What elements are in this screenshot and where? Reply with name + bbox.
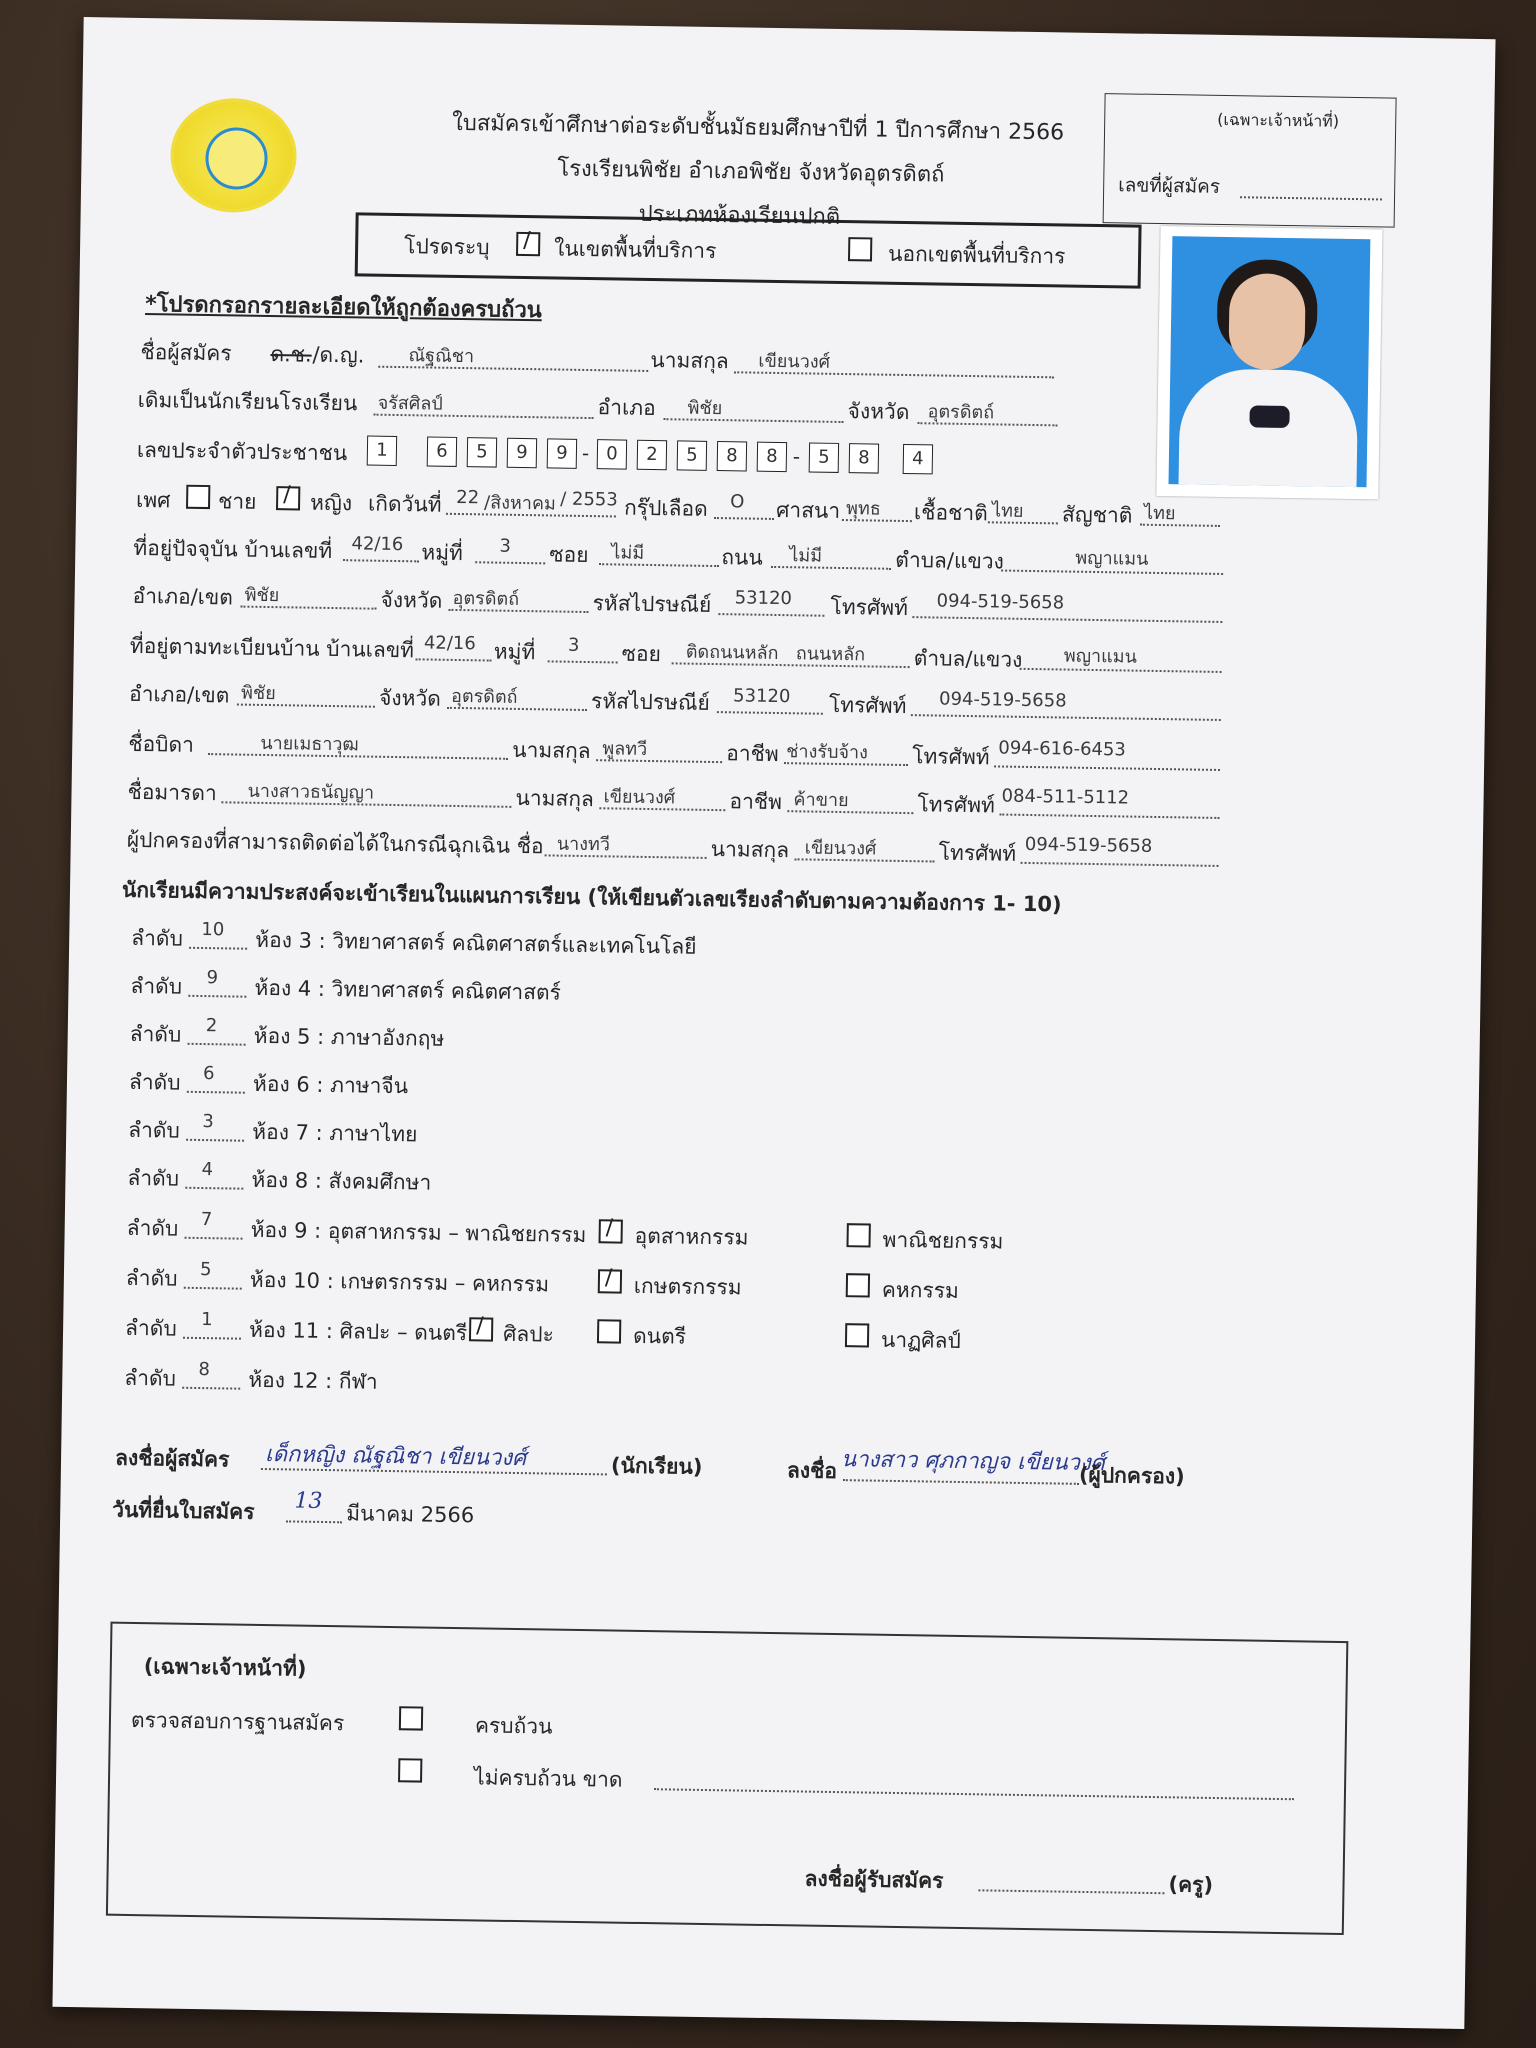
nationality-value: ไทย — [1143, 502, 1176, 525]
id-digit[interactable]: 4 — [903, 444, 933, 474]
registered-subdistrict-value: พญาแมน — [1063, 645, 1138, 668]
art-label: ศิลปะ — [502, 1321, 555, 1347]
current-district-value: พิชัย — [244, 584, 280, 607]
receiver-role: (ครู) — [1168, 1872, 1214, 1898]
photo-bow — [1249, 405, 1289, 428]
registered-moo-value: 3 — [567, 634, 580, 656]
rank-label: ลำดับ — [129, 1021, 182, 1047]
current-subdistrict-value: พญาแมน — [1075, 547, 1149, 570]
birth-month: /สิงหาคม — [483, 492, 557, 515]
prev-school-value: จรัสศิลป์ — [377, 392, 443, 415]
title-kept: /ด.ญ. — [312, 342, 365, 368]
current-house-value: 42/16 — [351, 533, 404, 556]
complete-label: ครบถ้วน — [474, 1713, 553, 1739]
registered-moo-label: หมู่ที่ — [493, 639, 536, 665]
registered-soi-value: ติดถนนหลัก — [685, 641, 779, 665]
prev-school-label: เดิมเป็นนักเรียนโรงเรียน — [137, 387, 358, 416]
father-surname-value: พูลทวี — [602, 738, 648, 760]
incomplete-checkbox[interactable] — [398, 1758, 422, 1782]
rank-field[interactable] — [185, 1237, 243, 1240]
inside-area-checkbox[interactable] — [516, 232, 540, 256]
id-separator: - — [581, 440, 590, 466]
mother-job-value: ค้าขาย — [793, 789, 849, 812]
industry-checkbox[interactable] — [599, 1219, 623, 1243]
father-phone-field[interactable] — [994, 765, 1220, 771]
rank-value: 9 — [206, 967, 219, 989]
room-label: ห้อง 9 : อุตสาหกรรม – พาณิชยกรรม — [250, 1217, 587, 1248]
check-label: ตรวจสอบการฐานสมัคร — [130, 1707, 345, 1736]
id-digit[interactable]: 0 — [597, 439, 627, 469]
id-digit[interactable]: 9 — [507, 438, 537, 468]
registered-phone-field[interactable] — [911, 714, 1221, 721]
rank-value: 8 — [198, 1359, 211, 1381]
guardian-surname-value: เขียนวงศ์ — [804, 837, 877, 860]
commerce-checkbox[interactable] — [846, 1223, 870, 1247]
room-label: ห้อง 4 : วิทยาศาสตร์ คณิตศาสตร์ — [254, 975, 562, 1005]
current-address-label: ที่อยู่ปัจจุบัน บ้านเลขที่ — [133, 535, 333, 564]
id-digit[interactable]: 5 — [467, 437, 497, 467]
incomplete-label: ไม่ครบถ้วน ขาด — [473, 1765, 623, 1792]
registered-road-value: ถนนหลัก — [795, 643, 866, 666]
birth-year: / 2553 — [560, 488, 618, 511]
father-phone-label: โทรศัพท์ — [912, 744, 990, 770]
registered-phone-label: โทรศัพท์ — [828, 692, 907, 719]
receiver-sign-label: ลงชื่อผู้รับสมัคร — [804, 1866, 944, 1893]
mother-phone-field[interactable] — [999, 814, 1219, 819]
title-struck: ด.ช. — [270, 342, 312, 367]
female-checkbox[interactable] — [276, 486, 300, 510]
rank-value: 10 — [201, 918, 225, 941]
male-checkbox[interactable] — [186, 485, 210, 509]
rank-label: ลำดับ — [124, 1315, 177, 1341]
office-number-box — [1103, 93, 1397, 228]
registered-soi-label: ซอย — [621, 641, 662, 667]
surname-label: นามสกุล — [650, 347, 729, 374]
current-phone-value: 094-519-5658 — [936, 590, 1065, 614]
parent-signature: นางสาว ศุภกาญจ เขียนวงศ์ — [840, 1447, 1105, 1477]
rank-label: ลำดับ — [131, 925, 184, 951]
religion-label: ศาสนา — [775, 497, 841, 523]
applicant-no-field[interactable] — [1240, 196, 1382, 200]
registered-postcode-label: รหัสไปรษณีย์ — [590, 689, 710, 715]
receiver-sign-field[interactable] — [978, 1889, 1164, 1894]
id-digit[interactable]: 9 — [547, 438, 577, 468]
music-label: ดนตรี — [632, 1323, 687, 1349]
photo-face — [1228, 273, 1305, 370]
surname-value: เขียนวงศ์ — [758, 350, 831, 373]
commerce-label: พาณิชยกรรม — [882, 1227, 1004, 1254]
mother-label: ชื่อมารดา — [127, 779, 217, 806]
id-digit[interactable]: 6 — [427, 436, 457, 466]
rank-label: ลำดับ — [128, 1069, 181, 1095]
applicant-sign-label: ลงชื่อผู้สมัคร — [114, 1445, 230, 1472]
id-digit[interactable]: 8 — [757, 442, 787, 472]
registered-province-value: อุตรดิตถ์ — [450, 685, 518, 708]
complete-checkbox[interactable] — [399, 1706, 423, 1730]
name-label: ชื่อผู้สมัคร — [140, 339, 232, 366]
registered-postcode-value: 53120 — [732, 685, 791, 708]
home-econ-label: คหกรรม — [881, 1277, 960, 1303]
area-label: โปรดระบุ — [403, 234, 490, 260]
room-label: ห้อง 5 : ภาษาอังกฤษ — [253, 1023, 445, 1051]
female-label: หญิง — [309, 490, 353, 516]
current-house-field[interactable] — [343, 559, 419, 562]
mother-name-value: นางสาวธนัญญา — [247, 780, 375, 804]
applicant-no-label: เลขที่ผู้สมัคร — [1118, 174, 1221, 198]
room-label: ห้อง 3 : วิทยาศาสตร์ คณิตศาสตร์และเทคโนโลยี — [255, 927, 697, 959]
plan-heading: นักเรียนมีความประสงค์จะเข้าเรียนในแผนการเรียน (ให้เขียนตัวเลขเรียงลำดับตามความต้องการ 1- 10) — [121, 877, 1062, 917]
current-soi-label: ซอย — [549, 542, 589, 568]
current-subdistrict-label: ตำบล/แขวง — [895, 547, 1005, 574]
rank-label: ลำดับ — [125, 1265, 178, 1291]
current-postcode-field[interactable] — [718, 613, 824, 617]
blood-field[interactable] — [714, 517, 774, 520]
rank-value: 7 — [200, 1209, 213, 1231]
father-job-label: อาชีพ — [726, 741, 779, 767]
rank-value: 2 — [205, 1015, 218, 1037]
current-soi-value: ไม่มี — [611, 542, 645, 564]
current-phone-label: โทรศัพท์ — [830, 594, 909, 621]
current-province-value: อุตรดิตถ์ — [452, 587, 520, 610]
religion-value: พุทธ — [845, 498, 881, 520]
father-name-value: นายเมธาวุฒ — [260, 732, 359, 756]
date-rest: มีนาคม 2566 — [346, 1501, 475, 1528]
current-district-label: อำเภอ/เขต — [132, 583, 234, 610]
father-label: ชื่อบิดา — [128, 731, 195, 757]
service-area-frame — [355, 212, 1142, 288]
guardian-name-value: นางทวี — [556, 833, 611, 856]
outside-area-label: นอกเขตพื้นที่บริการ — [887, 241, 1066, 269]
current-phone-field[interactable] — [912, 616, 1222, 623]
office-section-title: (เฉพาะเจ้าหน้าที่) — [143, 1654, 307, 1681]
ethnicity-label: เชื้อชาติ — [913, 500, 988, 526]
form-title: ใบสมัครเข้าศึกษาต่อระดับชั้นมัธยมศึกษาปีที่ 1 ปีการศึกษา 2566 — [451, 110, 1065, 146]
current-province-label: จังหวัด — [380, 587, 443, 613]
rank-field[interactable] — [187, 1091, 245, 1094]
id-digit[interactable]: 8 — [717, 441, 747, 471]
rank-label: ลำดับ — [128, 1117, 181, 1143]
ethnicity-value: ไทย — [991, 500, 1024, 522]
prev-province-value: อุตรดิตถ์ — [927, 401, 995, 424]
applicant-role: (นักเรียน) — [610, 1453, 703, 1479]
nationality-label: สัญชาติ — [1061, 502, 1133, 528]
rank-field[interactable] — [186, 1139, 244, 1142]
male-label: ชาย — [217, 489, 257, 514]
office-section — [106, 1622, 1348, 1935]
date-day-value: 13 — [294, 1488, 323, 1514]
registered-district-label: อำเภอ/เขต — [128, 681, 230, 708]
registered-moo-field[interactable] — [548, 660, 618, 663]
registered-phone-value: 094-519-5658 — [938, 688, 1067, 712]
registered-district-value: พิชัย — [240, 682, 276, 705]
current-moo-value: 3 — [499, 535, 512, 557]
agriculture-label: เกษตรกรรม — [633, 1273, 742, 1300]
rank-value: 5 — [199, 1259, 212, 1281]
rank-field[interactable] — [188, 1043, 246, 1046]
mother-surname-label: นามสกุล — [515, 785, 595, 812]
birth-label: เกิดวันที่ — [367, 491, 442, 517]
current-postcode-value: 53120 — [734, 587, 793, 610]
prev-district-value: พิชัย — [687, 397, 723, 420]
father-phone-value: 094-616-6453 — [998, 737, 1127, 761]
rank-field[interactable] — [189, 947, 247, 950]
mother-phone-label: โทรศัพท์ — [917, 792, 996, 818]
rank-label: ลำดับ — [126, 1215, 179, 1241]
rank-value: 4 — [201, 1159, 214, 1181]
guardian-surname-label: นามสกุล — [710, 836, 790, 863]
room-label: ห้อง 7 : ภาษาไทย — [252, 1119, 418, 1147]
blood-value: O — [730, 491, 745, 513]
id-label: เลขประจำตัวประชาชน — [136, 437, 348, 466]
guardian-label: ผู้ปกครองที่สามารถติดต่อได้ในกรณีฉุกเฉิน ชื่อ — [126, 827, 544, 859]
class-type: ประเภทห้องเรียนปกติ — [638, 201, 841, 230]
current-moo-field[interactable] — [475, 561, 545, 564]
sex-label: เพศ — [135, 487, 171, 513]
applicant-signature: เด็กหญิง ณัฐณิชา เขียนวงศ์ — [264, 1442, 527, 1472]
id-digit[interactable]: 2 — [637, 440, 667, 470]
room-label: ห้อง 6 : ภาษาจีน — [252, 1071, 409, 1099]
rank-value: 1 — [201, 1309, 213, 1331]
guardian-phone-label: โทรศัพท์ — [938, 840, 1017, 866]
music-checkbox[interactable] — [597, 1319, 621, 1343]
mother-phone-value: 084-511-5112 — [1001, 785, 1130, 809]
registered-address-label: ที่อยู่ตามทะเบียนบ้าน บ้านเลขที่ — [129, 633, 415, 663]
room-label: ห้อง 10 : เกษตรกรรม – คหกรรม — [249, 1267, 550, 1297]
id-digit[interactable]: 5 — [677, 440, 707, 470]
parent-sign-field[interactable] — [843, 1479, 1079, 1485]
blood-label: กรุ๊ปเลือด — [623, 495, 708, 521]
first-name-value: ณัฐณิชา — [408, 345, 475, 368]
date-label: วันที่ยื่นใบสมัคร — [112, 1497, 255, 1524]
rank-field[interactable] — [185, 1187, 243, 1190]
mother-job-label: อาชีพ — [729, 789, 783, 815]
rank-label: ลำดับ — [124, 1365, 177, 1391]
school-name: โรงเรียนพิชัย อำเภอพิชัย จังหวัดอุตรดิตถ์ — [557, 156, 945, 188]
current-postcode-label: รหัสไปรษณีย์ — [592, 591, 712, 617]
prev-province-label: จังหวัด — [847, 399, 910, 425]
parent-role: (ผู้ปกครอง) — [1078, 1462, 1185, 1489]
rank-field[interactable] — [183, 1337, 241, 1340]
current-moo-label: หมู่ที่ — [421, 540, 464, 566]
id-digit[interactable]: 5 — [809, 442, 839, 472]
applicant-photo — [1156, 226, 1382, 499]
mother-surname-value: เขียนวงศ์ — [603, 786, 676, 809]
rank-label: ลำดับ — [127, 1165, 180, 1191]
industry-label: อุตสาหกรรม — [634, 1223, 749, 1250]
id-digit[interactable]: 1 — [367, 436, 397, 466]
guardian-phone-value: 094-519-5658 — [1024, 833, 1153, 857]
id-separator: - — [792, 444, 801, 469]
guardian-phone-field[interactable] — [1021, 862, 1219, 867]
rank-field[interactable] — [188, 995, 246, 998]
id-digit[interactable]: 8 — [849, 443, 879, 473]
rank-label: ลำดับ — [130, 973, 183, 999]
outside-area-checkbox[interactable] — [848, 237, 872, 261]
photo-uniform — [1178, 368, 1358, 487]
missing-items-field[interactable] — [654, 1788, 1294, 1800]
registered-subdistrict-label: ตำบล/แขวง — [913, 646, 1023, 672]
school-seal — [173, 100, 295, 210]
current-road-label: ถนน — [721, 545, 763, 570]
registered-house-field[interactable] — [416, 658, 492, 661]
instruction: *โปรดกรอกรายละเอียดให้ถูกต้องครบถ้วน — [145, 292, 543, 324]
registered-province-label: จังหวัด — [378, 685, 442, 711]
father-job-value: ช่างรับจ้าง — [786, 741, 869, 764]
rank-value: 3 — [202, 1111, 214, 1133]
art-checkbox[interactable] — [469, 1317, 493, 1341]
room-label: ห้อง 8 : สังคมศึกษา — [251, 1167, 432, 1195]
application-form — [52, 17, 1495, 2029]
seal-emblem-icon — [205, 127, 268, 190]
rank-field[interactable] — [184, 1287, 242, 1290]
room-label: ห้อง 12 : กีฬา — [248, 1367, 378, 1394]
home-econ-checkbox[interactable] — [846, 1273, 870, 1297]
dance-label: นาฏศิลป์ — [880, 1327, 961, 1353]
office-only-label: (เฉพาะเจ้าหน้าที่) — [1217, 109, 1340, 131]
dance-checkbox[interactable] — [845, 1323, 869, 1347]
room-label: ห้อง 11 : ศิลปะ – ดนตรี — [248, 1317, 468, 1346]
prev-district-label: อำเภอ — [597, 395, 656, 421]
rank-field[interactable] — [182, 1387, 240, 1390]
birth-day: 22 — [456, 486, 480, 509]
rank-value: 6 — [202, 1063, 215, 1085]
date-day-field[interactable] — [286, 1520, 342, 1523]
father-surname-label: นามสกุล — [512, 737, 591, 764]
registered-house-value: 42/16 — [423, 632, 476, 655]
registered-postcode-field[interactable] — [717, 711, 823, 715]
inside-area-label: ในเขตพื้นที่บริการ — [553, 236, 717, 263]
parent-sign-label: ลงชื่อ — [786, 1458, 838, 1484]
agriculture-checkbox[interactable] — [598, 1269, 622, 1293]
current-road-value: ไม่มี — [789, 545, 823, 567]
